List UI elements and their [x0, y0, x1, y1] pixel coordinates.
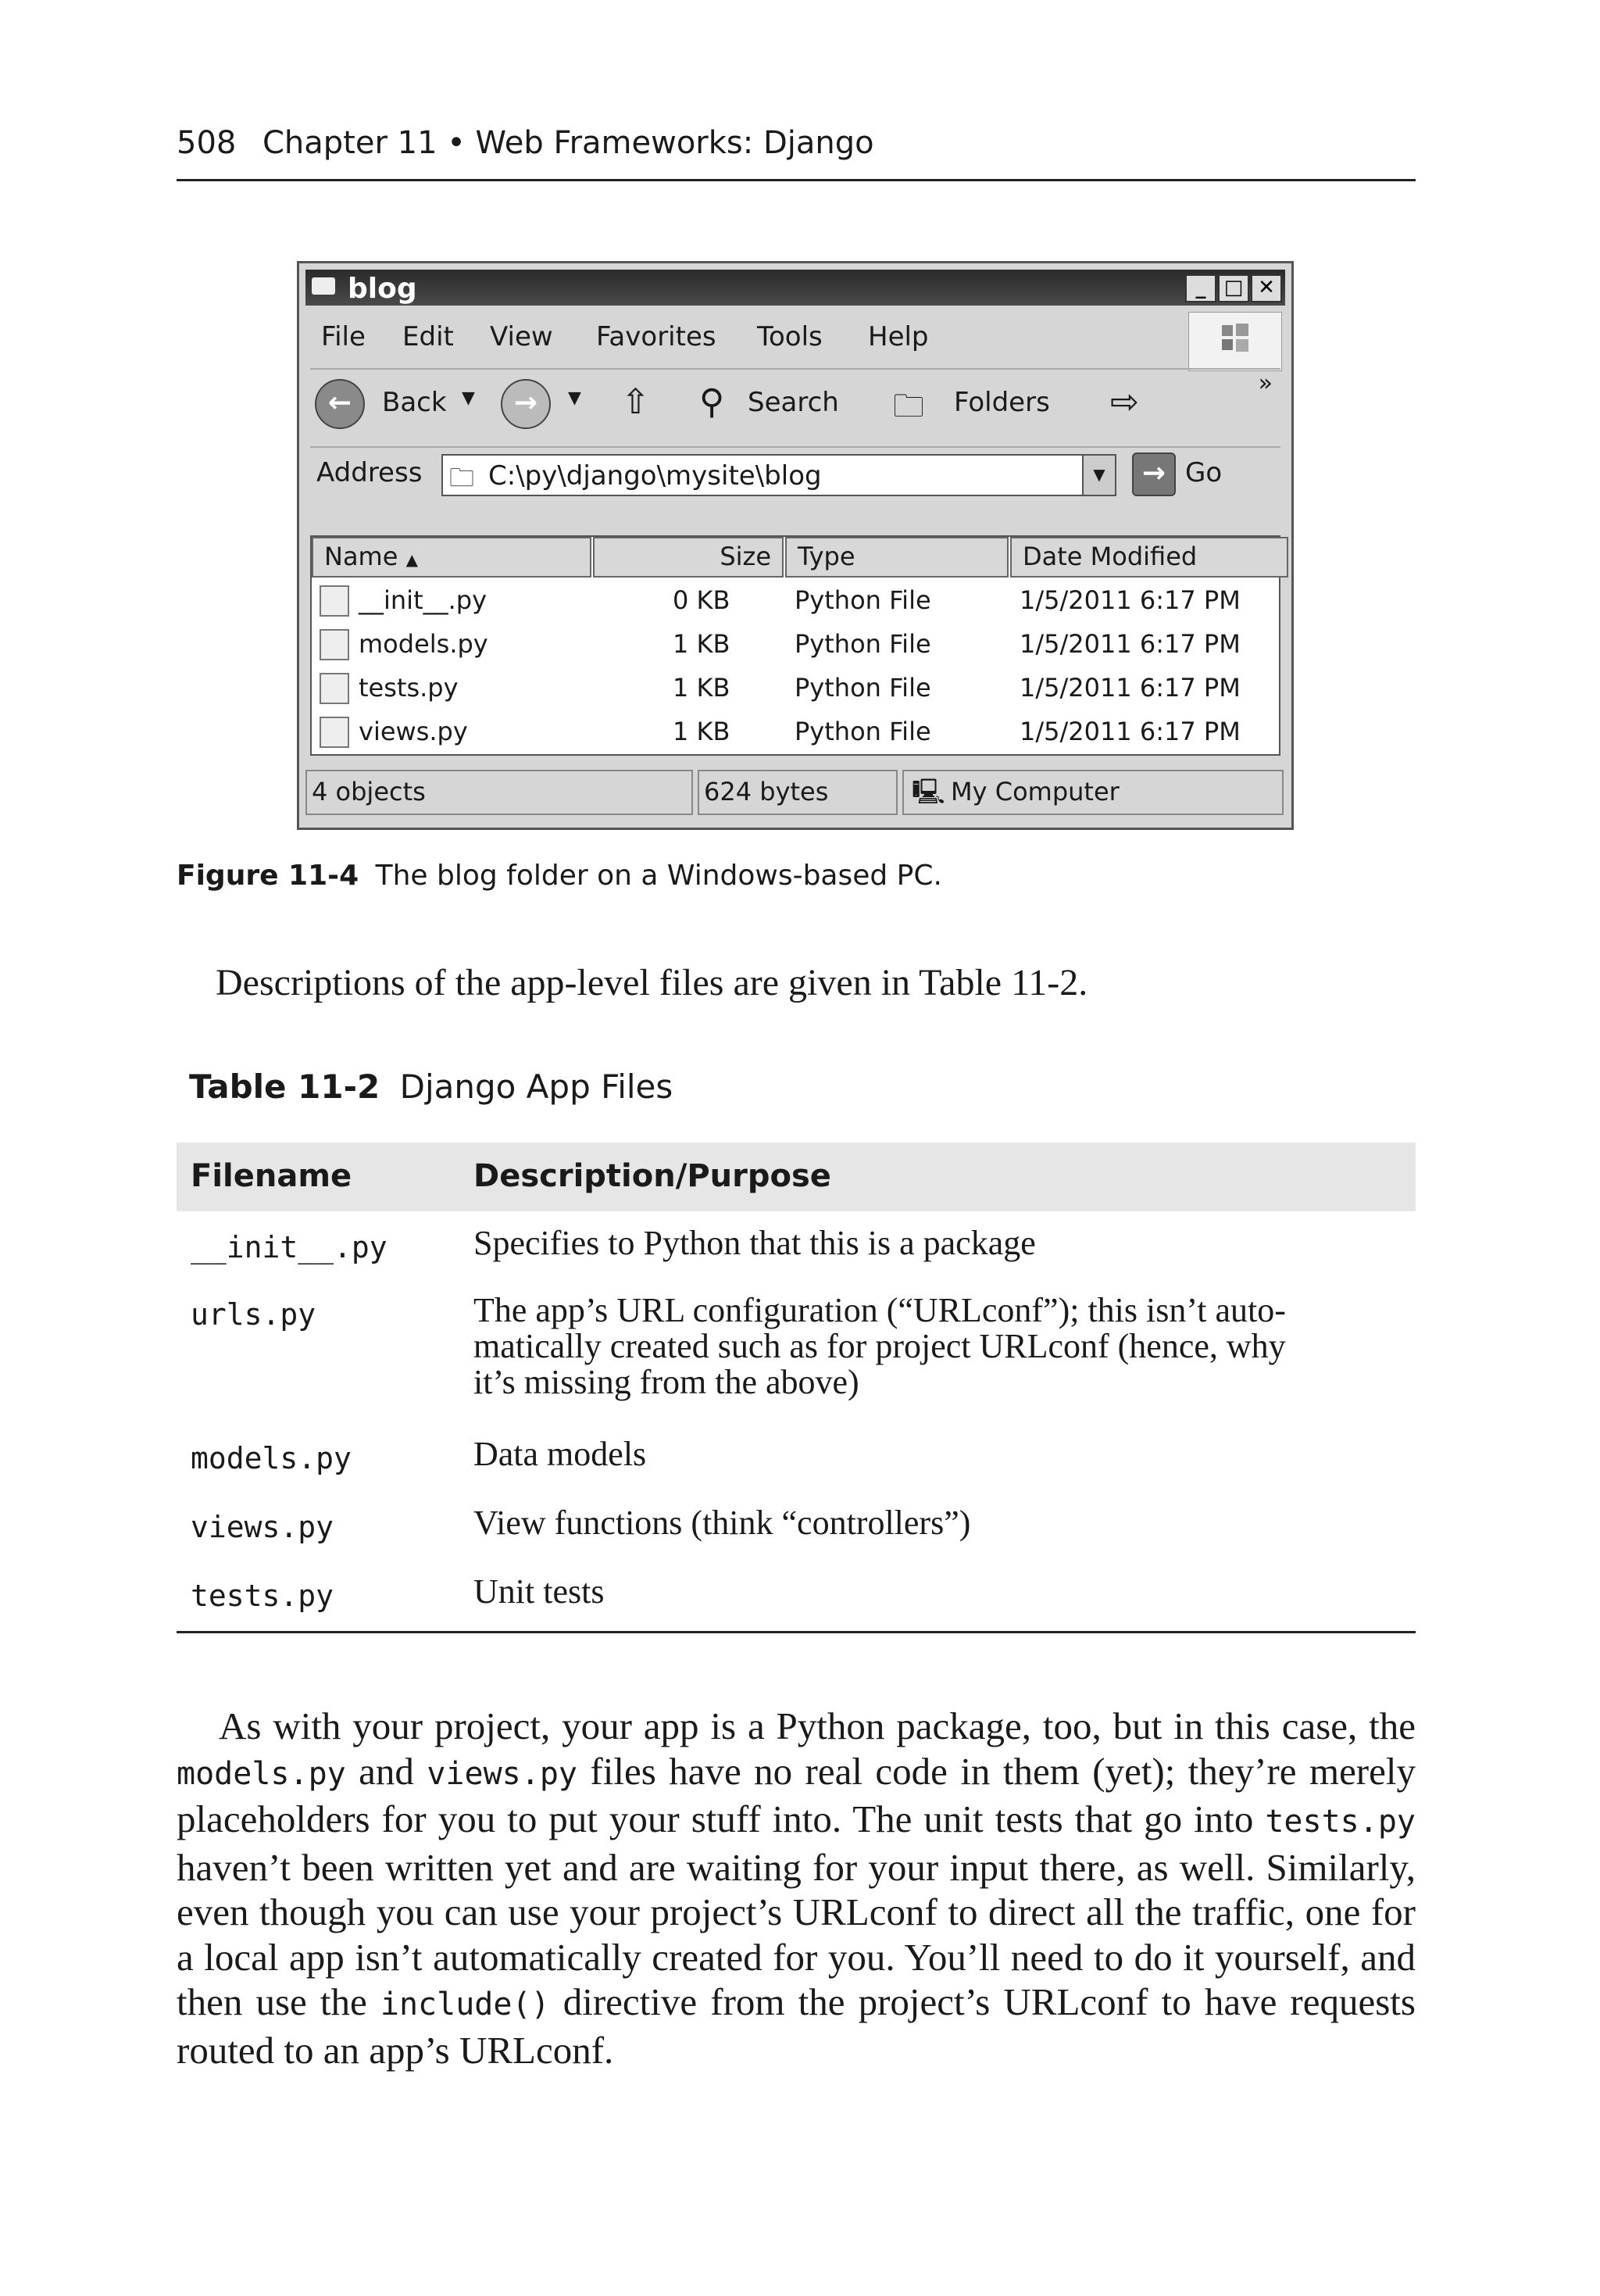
table-cell-filename: tests.py [191, 1579, 334, 1613]
table-cell-description: Specifies to Python that this is a package [473, 1224, 1036, 1262]
column-name: Name ▲ [312, 537, 591, 578]
file-list [310, 535, 1280, 756]
file-name: views.py [359, 717, 468, 746]
header-description: Description/Purpose [473, 1158, 831, 1194]
address-label: Address [316, 457, 423, 488]
menu-help: Help [868, 321, 929, 352]
inline-code: views.py [427, 1755, 577, 1792]
file-row [312, 579, 1279, 623]
inline-code: include() [380, 1987, 550, 2022]
minimize-icon: _ [1185, 274, 1216, 302]
computer-icon: 🖳 [912, 777, 945, 806]
address-value: C:\py\django\mysite\blog [488, 460, 822, 492]
file-modified: 1/5/2011 6:17 PM [1020, 585, 1241, 615]
back-dropdown-icon: ▼ [462, 388, 475, 408]
table-cell-filename: views.py [191, 1510, 334, 1544]
up-folder-icon: ⇧ [621, 382, 650, 422]
folder-icon: 🗀 [449, 463, 475, 492]
address-dropdown-icon: ▼ [1082, 456, 1115, 495]
file-row [312, 710, 1279, 754]
window-titlebar [305, 270, 1285, 306]
table-cell-filename: __init__.py [191, 1230, 388, 1264]
back-label: Back [382, 387, 447, 418]
forward-arrow-icon: → [501, 379, 551, 429]
table-label: Table 11-2 [189, 1068, 380, 1106]
menu-view: View [490, 321, 553, 352]
column-type: Type [785, 537, 1009, 578]
maximize-icon: □ [1218, 274, 1249, 302]
file-row [312, 667, 1279, 710]
file-type: Python File [795, 673, 931, 703]
file-modified: 1/5/2011 6:17 PM [1020, 673, 1241, 703]
figure-caption [177, 860, 942, 892]
table-cell-filename: urls.py [191, 1297, 316, 1332]
table-cell-description: View functions (think “controllers”) [473, 1504, 971, 1542]
window-title: blog [348, 273, 417, 305]
table-title: Django App Files [399, 1068, 673, 1106]
file-type: Python File [795, 585, 931, 615]
file-type: Python File [795, 717, 931, 746]
django-app-files-table [177, 1143, 1416, 1633]
menu-bar [310, 315, 1226, 357]
menu-tools: Tools [757, 321, 823, 352]
python-file-icon [320, 629, 349, 660]
file-size: 1 KB [673, 629, 730, 659]
column-size: Size [593, 537, 784, 578]
file-row [312, 623, 1279, 667]
close-icon: ✕ [1251, 274, 1282, 302]
file-modified: 1/5/2011 6:17 PM [1020, 629, 1241, 659]
running-head [177, 117, 1416, 181]
move-to-icon: ⇨ [1110, 382, 1139, 422]
search-label: Search [748, 387, 839, 418]
file-size: 1 KB [673, 673, 730, 703]
table-cell-description: Unit tests [473, 1572, 605, 1611]
status-location: 🖳 My Computer [902, 770, 1284, 815]
explorer-window-figure [297, 261, 1294, 830]
body-paragraph: As with your project, your app is a Python package, too, but in this case, the models.py and views.py files have no real code in them (yet); they’re merely placeholders for you to put your stuff into. The unit tests that go into tests.py haven’t been written yet and are waiting for your input there, as well. Similarly, even though you can use your project’s URLconf to direct all the traffic, one for a local app isn’t automatically created for you. You’ll need to do it yourself, and then use the include() directive from the project’s URLconf to have requests routed to an app’s URLconf. [177, 1704, 1416, 2072]
file-name: tests.py [359, 673, 459, 703]
search-icon: ⚲ [699, 382, 725, 422]
header-filename: Filename [191, 1158, 352, 1194]
toolbar-overflow-icon: » [1258, 370, 1273, 397]
sort-ascending-icon: ▲ [405, 550, 418, 569]
status-bar [305, 770, 1285, 818]
file-name: models.py [359, 629, 488, 659]
chapter-title: Chapter 11 • Web Frameworks: Django [262, 125, 874, 161]
python-file-icon [320, 585, 349, 617]
figure-label: Figure 11-4 [177, 860, 359, 892]
go-label: Go [1185, 457, 1223, 488]
file-size: 0 KB [673, 585, 730, 615]
address-field [441, 454, 1116, 496]
table-cell-filename: models.py [191, 1441, 352, 1475]
status-bytes: 624 bytes [698, 770, 898, 815]
file-modified: 1/5/2011 6:17 PM [1020, 717, 1241, 746]
python-file-icon [320, 673, 349, 704]
toolbar [310, 368, 1280, 442]
menu-favorites: Favorites [596, 321, 716, 352]
back-arrow-icon: ← [315, 379, 365, 429]
table-cell-description: Data models [473, 1435, 647, 1473]
forward-dropdown-icon: ▼ [568, 388, 581, 408]
menu-file: File [321, 321, 366, 352]
folder-icon [312, 277, 335, 295]
python-file-icon [320, 717, 349, 748]
file-size: 1 KB [673, 717, 730, 746]
inline-code: models.py [177, 1755, 346, 1792]
intro-sentence: Descriptions of the app-level files are given in Table 11-2. [216, 962, 1088, 1003]
windows-logo-icon [1188, 312, 1282, 371]
file-type: Python File [795, 629, 931, 659]
go-arrow-icon: → [1132, 452, 1176, 496]
folders-label: Folders [954, 387, 1050, 418]
inline-code: tests.py [1265, 1804, 1416, 1840]
table-caption [189, 1068, 673, 1106]
folders-icon: 🗀 [893, 388, 924, 424]
table-cell-description: The app’s URL configuration (“URLconf”); this isn’t auto- matically created such as for project URLconf (hence, why it’s missing from the above) [473, 1291, 1286, 1401]
address-bar [310, 446, 1280, 501]
column-date-modified: Date Modified [1010, 537, 1288, 578]
figure-caption-text: The blog folder on a Windows-based PC. [375, 860, 942, 892]
file-name: __init__.py [359, 585, 488, 615]
menu-edit: Edit [402, 321, 454, 352]
table-header-row [177, 1143, 1416, 1211]
status-objects: 4 objects [305, 770, 693, 815]
page-number: 508 [177, 125, 237, 161]
